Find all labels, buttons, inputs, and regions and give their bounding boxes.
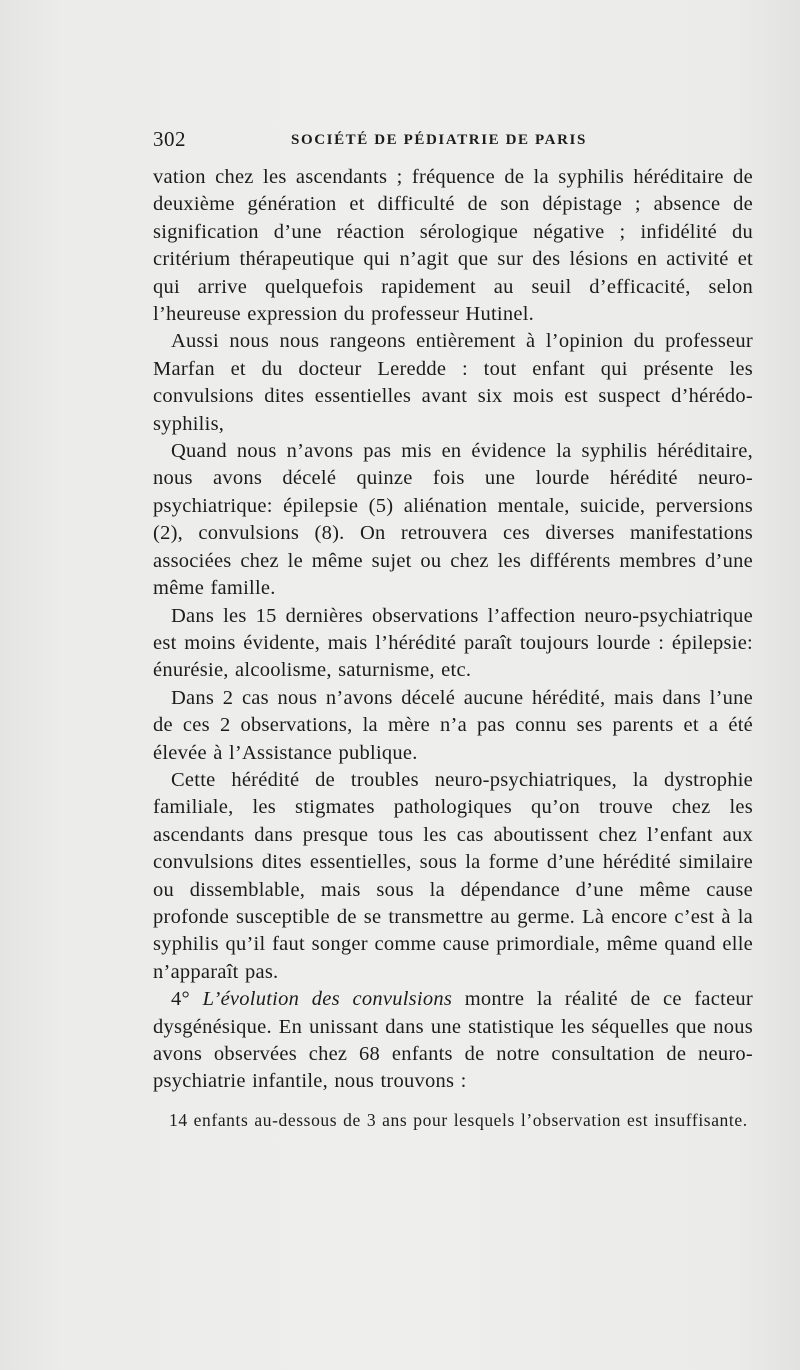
running-head: SOCIÉTÉ DE PÉDIATRIE DE PARIS [291,132,587,148]
page-header [153,127,753,157]
section-title: L’évolution des convulsions [202,988,453,1011]
section-number: 4° [171,988,203,1011]
paragraph-1: vation chez les ascendants ; fréquence de la syphilis héréditaire de deuxième génération et difficulté de son dépistage ; absence de signification d’une réaction sérologique négative ; infidélité du critérium thérapeutique qui n’agit que sur des lésions en activité et qui arrive quelquefois rapidement au seuil d’efficacité, selon l’heureuse expression du professeur Hutinel. [153,166,753,326]
paragraph-3: Quand nous n’avons pas mis en évidence la syphilis héréditaire, nous avons décelé quinze fois une lourde hérédité neuro-psychiatrique: épilepsie (5) aliénation mentale, suicide, perversions (2), convulsions (8). On retrouvera ces diverses manifestations associées chez le même sujet ou chez les différents membres d’une même famille. [153,440,753,600]
paragraph-7 [153,986,753,1096]
note-text: 14 enfants au-dessous de 3 ans pour lesquels l’observation est insuffisante. [169,1109,748,1130]
page-number: 302 [153,127,186,151]
paragraph-4: Dans les 15 dernières observations l’affection neuro-psychiatrique est moins évidente, mais l’hérédité paraît toujours lourde : épilepsie: énurésie, alcoolisme, saturnisme, etc. [153,604,753,682]
paragraph-6: Cette hérédité de troubles neuro-psychiatriques, la dystrophie familiale, les stigmates pathologiques qu’on trouve chez les ascendants dans presque tous les cas aboutissent chez l’enfant aux convulsions dites essentielles, sous la forme d’une hérédité similaire ou dissemblable, mais sous la dépendance d’une même cause profonde susceptible de se transmettre au germe. Là encore c’est à la syphilis qu’il faut songer comme cause primordiale, même quand elle n’apparaît pas. [153,768,753,983]
paragraph-2: Aussi nous nous rangeons entièrement à l’opinion du professeur Marfan et du docteur Leredde : tout enfant qui présente les convulsions dites essentielles avant six mois est suspect d’hérédo-syphilis, [153,330,753,435]
paragraph-7-text: montre la réalité de ce facteur dysgénésique. En unissant dans une statistique les séquelles que nous avons observées chez 68 enfants de notre consultation de neuro-psychiatrie infantile, nous trouvons : [153,988,753,1093]
body-text [153,164,753,1148]
paragraph-5: Dans 2 cas nous n’avons décelé aucune hérédité, mais dans l’une de ces 2 observations, la mère n’a pas connu ses parents et a été élevée à l’Assistance publique. [153,686,753,764]
